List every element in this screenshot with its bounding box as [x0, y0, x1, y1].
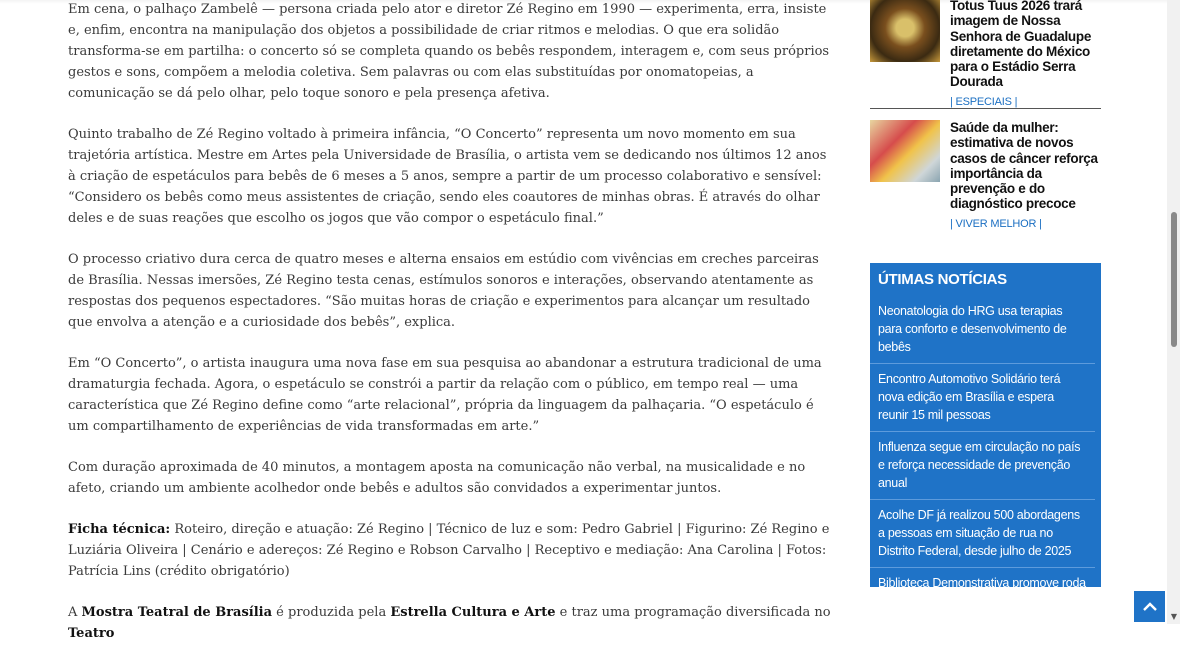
news-link[interactable]: Influenza segue em circulação no país e reforça necessidade de prevenção anual: [870, 432, 1095, 500]
chevron-up-icon: [1143, 602, 1157, 612]
article-paragraph-last: [68, 602, 838, 644]
text: é produzida pela: [272, 605, 391, 620]
text: e traz uma programação diversificada no: [555, 605, 831, 620]
article-body: [68, 0, 838, 664]
scroll-down-arrow-icon[interactable]: ▼: [1170, 612, 1178, 621]
news-link[interactable]: Acolhe DF já realizou 500 abordagens a pessoas em situação de rua no Distrito Federal, desde julho de 2025: [870, 500, 1095, 568]
article-paragraph: Com duração aproximada de 40 minutos, a montagem aposta na comunicação não verbal, na musicalidade e no afeto, criando um ambiente acolhedor onde bebês e adultos são convidados a experimentar juntos.: [68, 460, 806, 496]
card-title[interactable]: Saúde da mulher: estimativa de novos casos de câncer reforça importância da prevenção e do diagnóstico precoce: [950, 120, 1098, 212]
card-category-link[interactable]: | ESPECIAIS |: [950, 95, 1018, 108]
news-link[interactable]: Neonatologia do HRG usa terapias para conforto e desenvolvimento de bebês: [870, 296, 1095, 364]
article-paragraph: Em “O Concerto”, o artista inaugura uma nova fase em sua pesquisa ao abandonar a estrutura tradicional de uma dramaturgia fechada. Agora, o espetáculo se constrói a partir da relação com o público, em tempo real — uma característica que Zé Regino define como “arte relacional”, própria da linguagem da palhaçaria. “O espetáculo é um compartilhamento de experiências de vida transformadas em arte.”: [68, 356, 822, 434]
text: A: [68, 605, 82, 620]
latest-news-box: [870, 263, 1101, 626]
latest-news-list: [870, 296, 1101, 635]
divider: [870, 108, 1101, 109]
card-title[interactable]: Totus Tuus 2026 trará imagem de Nossa Senhora de Guadalupe diretamente do México para o Estádio Serra Dourada: [950, 0, 1092, 90]
related-card[interactable]: [870, 120, 1101, 230]
bold-text: Teatro: [68, 626, 115, 641]
related-card[interactable]: [870, 0, 1101, 108]
card-thumbnail[interactable]: [870, 0, 940, 62]
bold-text: Mostra Teatral de Brasília: [81, 605, 273, 620]
latest-news-heading: ÚTIMAS NOTÍCIAS: [878, 271, 1007, 288]
ficha-label: Ficha técnica:: [68, 522, 171, 537]
news-link[interactable]: Biblioteca Demonstrativa promove roda de conversa sobre TDAH no contexto escolar: [878, 576, 1086, 626]
back-to-top-button[interactable]: [1134, 591, 1165, 622]
article-paragraph: Quinto trabalho de Zé Regino voltado à primeira infância, “O Concerto” representa um novo momento em sua trajetória artística. Mestre em Artes pela Universidade de Brasília, o artista vem se dedicando nos últimos 12 anos à criação de espetáculos para bebês de 6 meses a 5 anos, sempre a partir de um processo colaborativo e sensível: “Considero os bebês como meus assistentes de criação, sendo eles coautores de minhas obras. É através do olhar deles e de suas reações que escolho os jogos que vão compor o espetáculo final.”: [68, 127, 827, 226]
bold-text: Estrella Cultura e Arte: [390, 605, 556, 620]
card-thumbnail[interactable]: [870, 120, 940, 182]
article-paragraph: O processo criativo dura cerca de quatro meses e alterna ensaios em estúdio com vivências em creches parceiras de Brasília. Nessas imersões, Zé Regino testa cenas, estímulos sonoros e interações, observando atentamente as respostas dos pequenos espectadores. “São muitas horas de criação e experimentos para alcançar um resultado que envolva a atenção e a curiosidade dos bebês”, explica.: [68, 252, 819, 330]
ficha-text: Roteiro, direção e atuação: Zé Regino | Técnico de luz e som: Pedro Gabriel | Figurino: Zé Regino e Luziária Oliveira | Cenário e adereços: Zé Regino e Robson Carvalho | Receptivo e mediação: Ana Carolina | Fotos: Patrícia Lins (crédito obrigatório): [68, 522, 830, 579]
card-category-link[interactable]: | VIVER MELHOR |: [950, 217, 1042, 230]
scrollbar-thumb[interactable]: [1171, 212, 1177, 347]
article-paragraph: Em cena, o palhaço Zambelê — persona criada pelo ator e diretor Zé Regino em 1990 — experimenta, erra, insiste e, enfim, encontra na manipulação dos objetos a possibilidade de criar ritmos e melodias. O que era solidão transforma-se em partilha: o concerto só se completa quando os bebês respondem, interagem e, com seus próprios gestos e sons, compõem a melodia coletiva. Sem palavras ou com elas substituídas por onomatopeias, a comunicação se dá pelo olhar, pelo toque sonoro e pela presença afetiva.: [68, 2, 830, 101]
scrollbar[interactable]: [1167, 0, 1180, 624]
news-link[interactable]: Encontro Automotivo Solidário terá nova edição em Brasília e espera reunir 15 mil pessoas: [870, 364, 1095, 432]
ficha-tecnica: [68, 519, 838, 582]
